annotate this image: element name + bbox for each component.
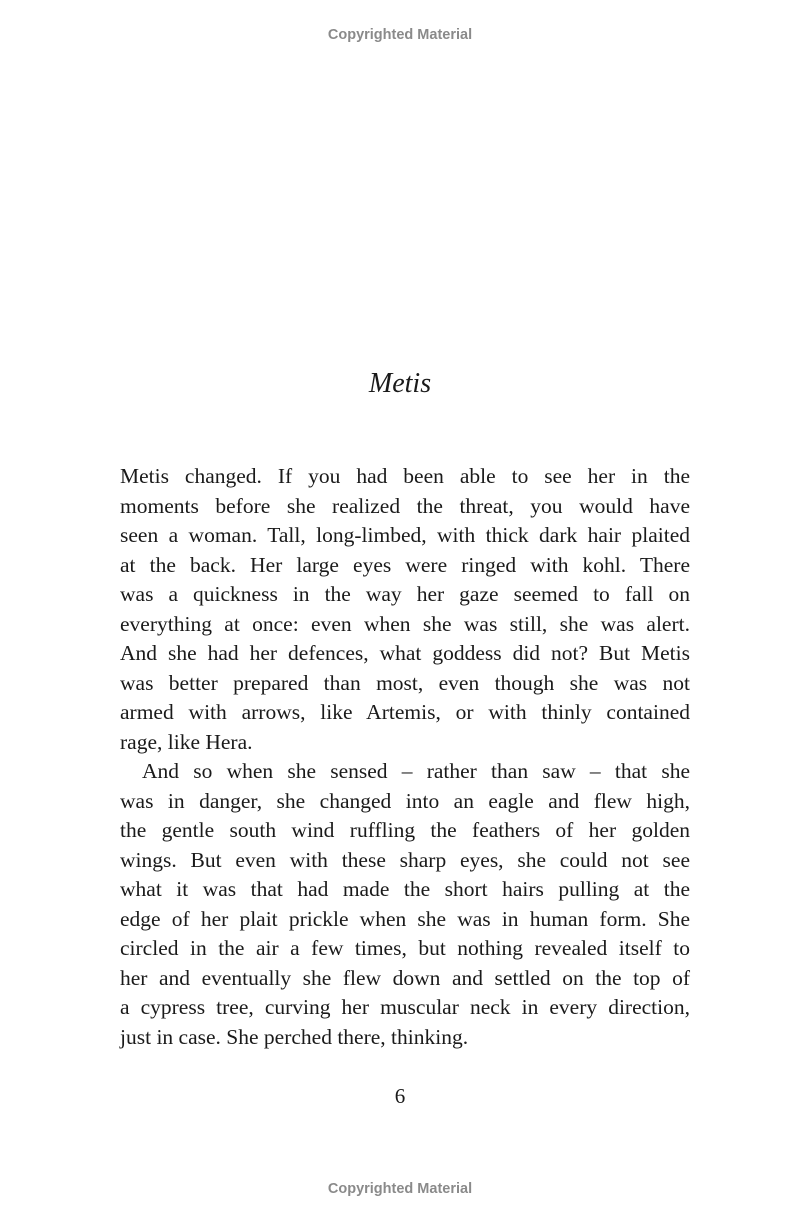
text-line: And so when she sensed – rather than saw – that she	[142, 759, 690, 783]
text-line: wings. But even with these sharp eyes, she could not see	[120, 847, 690, 872]
text-line: the gentle south wind ruffling the feathers of her golden	[120, 818, 690, 842]
text-line: just in case. She perched there, thinking.	[120, 1024, 469, 1049]
text-line: seen a woman. Tall, long-limbed, with thick dark hair plaited	[120, 523, 690, 547]
text-line: was in danger, she changed into an eagle and flew high,	[120, 788, 690, 813]
paragraph	[120, 462, 690, 757]
text-line: And she had her defences, what goddess did not? But Metis	[120, 641, 690, 665]
copyright-watermark-top: Copyrighted Material	[327, 27, 473, 43]
text-line: armed with arrows, like Artemis, or with thinly contained	[120, 700, 690, 724]
text-line: edge of her plait prickle when she was in human form. She	[120, 906, 690, 931]
page-number: 6	[394, 1084, 406, 1108]
text-line: was a quickness in the way her gaze seemed to fall on	[120, 582, 690, 606]
copyright-watermark-bottom: Copyrighted Material	[327, 1181, 473, 1197]
text-line: Metis changed. If you had been able to see her in the	[120, 464, 690, 488]
chapter-title: Metis	[368, 368, 432, 399]
text-line: her and eventually she flew down and settled on the top of	[120, 965, 690, 990]
text-line: was better prepared than most, even though she was not	[120, 670, 690, 695]
text-line: circled in the air a few times, but nothing revealed itself to	[120, 936, 690, 960]
text-line: a cypress tree, curving her muscular neck in every direction,	[120, 995, 690, 1019]
paragraph	[120, 757, 690, 1052]
text-line: what it was that had made the short hairs pulling at the	[120, 877, 690, 901]
text-line: moments before she realized the threat, you would have	[120, 493, 690, 518]
text-line: at the back. Her large eyes were ringed with kohl. There	[120, 552, 690, 577]
body-text	[120, 462, 690, 1052]
text-line: everything at once: even when she was still, she was alert.	[120, 611, 690, 636]
text-line: rage, like Hera.	[120, 729, 253, 754]
